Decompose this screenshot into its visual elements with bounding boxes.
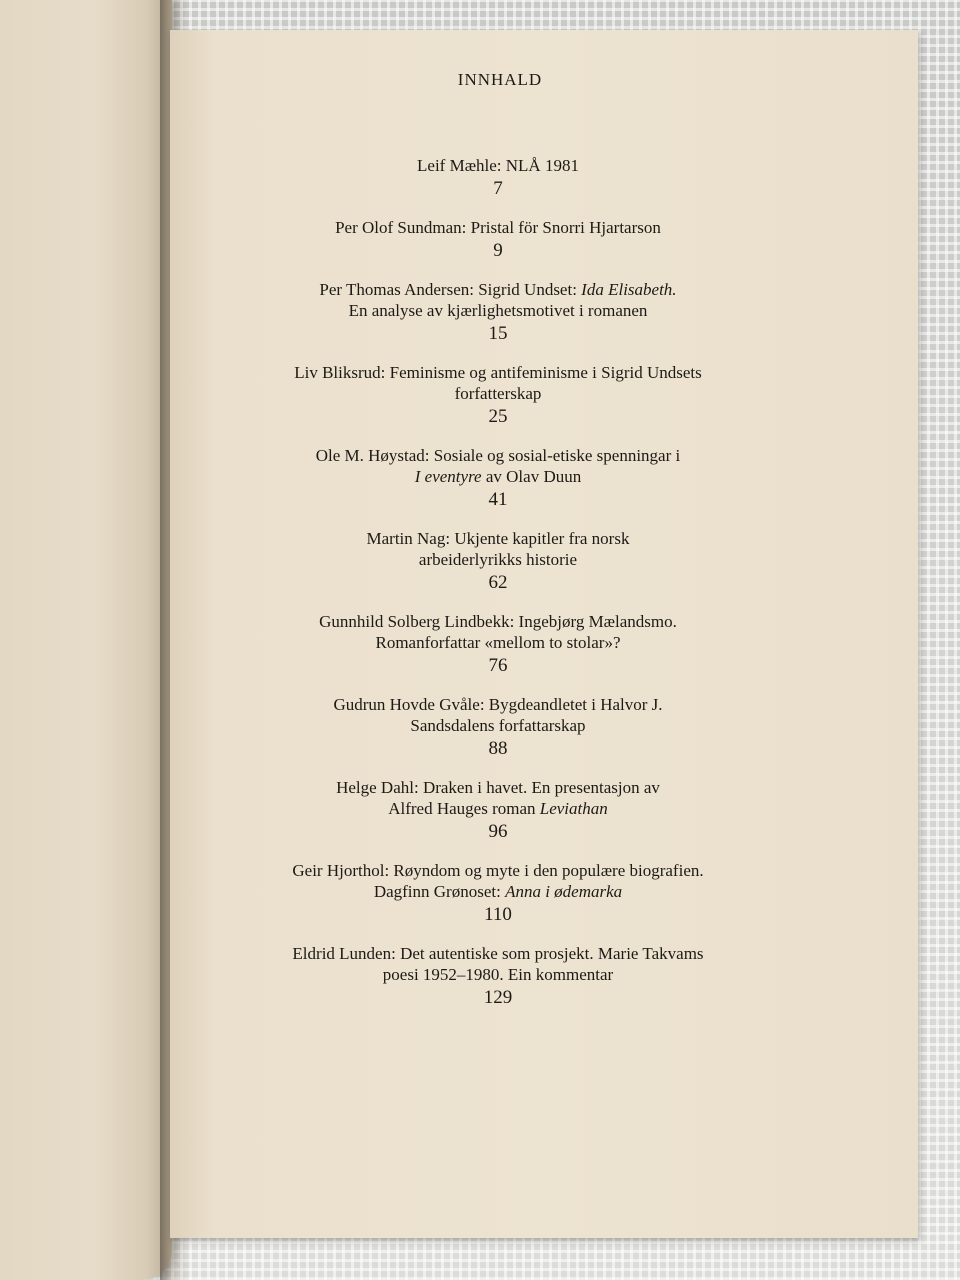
toc-entry-subtitle: poesi 1952–1980. Ein kommentar bbox=[382, 965, 614, 984]
table-of-contents bbox=[170, 155, 826, 1008]
right-page bbox=[170, 30, 918, 1238]
toc-entry-title: Eldrid Lunden: Det autentiske som prosjekt. Marie Takvams bbox=[292, 944, 704, 963]
toc-entry-page: 76 bbox=[488, 655, 508, 676]
toc-entry-page: 62 bbox=[488, 572, 508, 593]
toc-entry bbox=[170, 528, 826, 593]
toc-entry bbox=[170, 155, 826, 199]
toc-entry-page: 88 bbox=[488, 738, 508, 759]
left-page bbox=[0, 0, 172, 1280]
toc-entry-title: Per Thomas Andersen: Sigrid Undset: Ida Elisabeth. bbox=[319, 280, 677, 299]
toc-entry bbox=[170, 694, 826, 759]
toc-entry-title: Per Olof Sundman: Pristal för Snorri Hjartarson bbox=[335, 218, 661, 237]
toc-entry-title: Gudrun Hovde Gvåle: Bygdeandletet i Halvor J. bbox=[333, 695, 663, 714]
toc-entry bbox=[170, 777, 826, 842]
toc-entry-title: Martin Nag: Ukjente kapitler fra norsk bbox=[366, 529, 630, 548]
toc-entry-page: 41 bbox=[488, 489, 508, 510]
toc-entry-title: Helge Dahl: Draken i havet. En presentasjon av bbox=[336, 778, 660, 797]
toc-entry-page: 110 bbox=[484, 904, 512, 925]
toc-entry-page: 15 bbox=[488, 323, 508, 344]
toc-entry bbox=[170, 445, 826, 510]
toc-entry-page: 96 bbox=[488, 821, 508, 842]
toc-entry-page: 129 bbox=[483, 987, 513, 1008]
toc-entry-title: Liv Bliksrud: Feminisme og antifeminisme i Sigrid Undsets bbox=[294, 363, 702, 382]
toc-entry-subtitle: Alfred Hauges roman Leviathan bbox=[388, 799, 608, 818]
toc-entry bbox=[170, 362, 826, 427]
toc-entry bbox=[170, 217, 826, 261]
toc-entry-subtitle: Romanforfattar «mellom to stolar»? bbox=[375, 633, 621, 652]
toc-entry-subtitle: Sandsdalens forfattarskap bbox=[410, 716, 586, 735]
toc-entry-title: Ole M. Høystad: Sosiale og sosial-etiske spenningar i bbox=[315, 446, 681, 465]
toc-entry-page: 7 bbox=[493, 178, 503, 199]
toc-entry-title: Leif Mæhle: NLÅ 1981 bbox=[417, 156, 579, 175]
toc-entry-title: Geir Hjorthol: Røyndom og myte i den populære biografien. bbox=[292, 861, 704, 880]
toc-entry-title: Gunnhild Solberg Lindbekk: Ingebjørg Mælandsmo. bbox=[319, 612, 677, 631]
toc-entry bbox=[170, 279, 826, 344]
toc-entry-page: 25 bbox=[488, 406, 508, 427]
toc-entry-subtitle: forfatterskap bbox=[454, 384, 542, 403]
toc-entry bbox=[170, 943, 826, 1008]
toc-entry-subtitle: I eventyre av Olav Duun bbox=[414, 467, 582, 486]
toc-entry-subtitle: En analyse av kjærlighetsmotivet i romanen bbox=[348, 301, 648, 320]
toc-entry-page: 9 bbox=[493, 240, 503, 261]
toc-entry bbox=[170, 611, 826, 676]
page-title: INNHALD bbox=[457, 70, 543, 89]
toc-entry-subtitle: arbeiderlyrikks historie bbox=[418, 550, 578, 569]
toc-entry bbox=[170, 860, 826, 925]
toc-entry-subtitle: Dagfinn Grønoset: Anna i ødemarka bbox=[373, 882, 623, 901]
